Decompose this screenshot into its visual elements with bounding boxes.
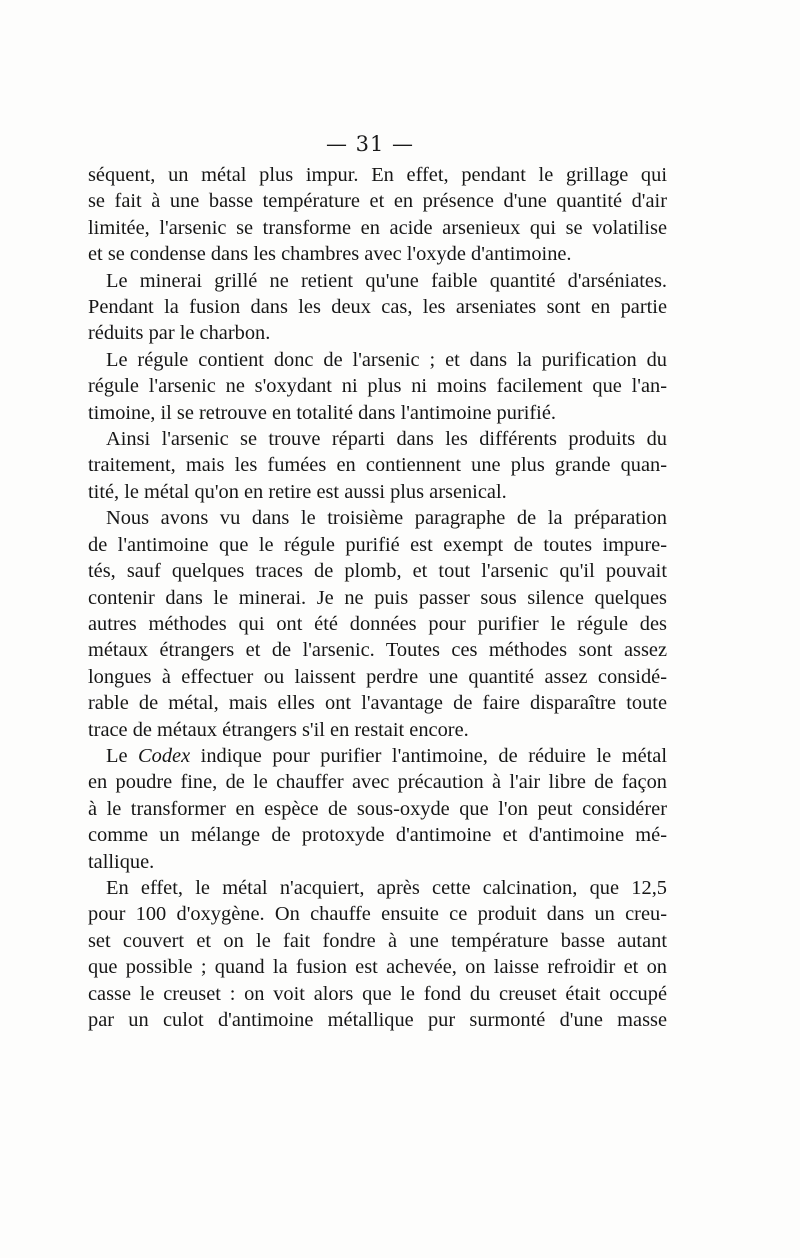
paragraph bbox=[88, 426, 667, 505]
text-line: traitement, mais les fumées en contiennent une plus grande quan- bbox=[88, 454, 667, 477]
text-line: trace de métaux étrangers s'il en restait encore. bbox=[88, 718, 469, 741]
text-line: contenir dans le minerai. Je ne puis passer sous silence quelques bbox=[88, 586, 667, 609]
text-line: Le régule contient donc de l'arsenic ; et dans la purification du bbox=[106, 348, 667, 371]
paragraph bbox=[88, 347, 667, 426]
text-line: casse le creuset : on voit alors que le fond du creuset était occupé bbox=[88, 982, 667, 1005]
text-line: limitée, l'arsenic se transforme en acide arsenieux qui se volatilise bbox=[88, 216, 667, 239]
text-line: que possible ; quand la fusion est achevée, on laisse refroidir et on bbox=[88, 956, 667, 979]
paragraph bbox=[88, 743, 667, 875]
italic-word: Codex bbox=[138, 744, 191, 767]
text-line: Nous avons vu dans le troisième paragraphe de la préparation bbox=[106, 507, 667, 530]
text-line: autres méthodes qui ont été données pour purifier le régule des bbox=[88, 612, 667, 635]
page-number: — 31 — bbox=[325, 132, 415, 156]
text-line: séquent, un métal plus impur. En effet, pendant le grillage qui bbox=[88, 164, 667, 186]
paragraph bbox=[88, 505, 667, 743]
text-line: régule l'arsenic ne s'oxydant ni plus ni moins facilement que l'an- bbox=[88, 375, 667, 398]
text-line: Le Codex indique pour purifier l'antimoine, de réduire le métal bbox=[106, 744, 668, 767]
text-line: Le minerai grillé ne retient qu'une faible quantité d'arséniates. bbox=[106, 269, 667, 292]
text-line: timoine, il se retrouve en totalité dans l'antimoine purifié. bbox=[88, 401, 556, 424]
text-line: rable de métal, mais elles ont l'avantage de faire disparaître toute bbox=[88, 692, 667, 715]
text-line: métaux étrangers et de l'arsenic. Toutes ces méthodes sont assez bbox=[88, 639, 667, 662]
text-line: pour 100 d'oxygène. On chauffe ensuite ce produit dans un creu- bbox=[88, 903, 667, 926]
body-text bbox=[88, 162, 667, 1033]
text-line: comme un mélange de protoxyde d'antimoine et d'antimoine mé- bbox=[88, 824, 667, 847]
text-line: longues à effectuer ou laissent perdre une quantité assez considé- bbox=[88, 665, 667, 688]
text-line: Ainsi l'arsenic se trouve réparti dans les différents produits du bbox=[106, 428, 667, 451]
text-line: tés, sauf quelques traces de plomb, et tout l'arsenic qu'il pouvait bbox=[88, 560, 667, 583]
text-line: réduits par le charbon. bbox=[88, 322, 271, 345]
text-line: en poudre fine, de le chauffer avec précaution à l'air libre de façon bbox=[88, 771, 667, 794]
paragraph bbox=[88, 268, 667, 347]
text-line: à le transformer en espèce de sous-oxyde que l'on peut considérer bbox=[88, 797, 667, 820]
text-line: et se condense dans les chambres avec l'oxyde d'antimoine. bbox=[88, 243, 572, 266]
text-line: tité, le métal qu'on en retire est aussi plus arsenical. bbox=[88, 480, 507, 503]
paragraph bbox=[88, 162, 667, 268]
text-line: se fait à une basse température et en présence d'une quantité d'air bbox=[88, 190, 667, 213]
text-line: Pendant la fusion dans les deux cas, les arseniates sont en partie bbox=[88, 296, 667, 319]
text-line: En effet, le métal n'acquiert, après cette calcination, que 12,5 bbox=[106, 876, 667, 899]
text-line: par un culot d'antimoine métallique pur surmonté d'une masse bbox=[88, 1009, 667, 1031]
text-line: set couvert et on le fait fondre à une température basse autant bbox=[88, 929, 667, 952]
text-line: de l'antimoine que le régule purifié est exempt de toutes impure- bbox=[88, 533, 667, 556]
paragraph bbox=[88, 875, 667, 1033]
text-line: tallique. bbox=[88, 850, 155, 873]
